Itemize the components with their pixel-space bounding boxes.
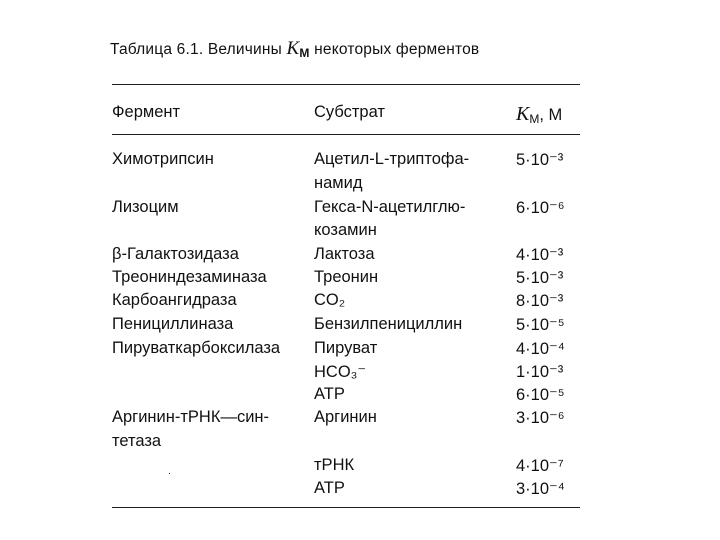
cell-enzyme: Пенициллиназа	[112, 315, 234, 333]
cell-km: 6·10⁻⁵	[516, 386, 565, 404]
table-row	[0, 432, 720, 455]
table-row	[0, 385, 720, 408]
cell-enzyme: тетаза	[112, 432, 162, 450]
table-row	[0, 150, 720, 173]
bottom-rule	[112, 507, 580, 508]
cell-km: 4·10⁻⁷	[516, 457, 564, 475]
cell-enzyme: Аргинин-тРНК—син-	[112, 408, 270, 426]
table-row	[0, 221, 720, 244]
cell-substrate: Бензилпенициллин	[314, 315, 463, 333]
cell-enzyme: Треониндезаминаза	[112, 268, 267, 286]
table-row	[0, 456, 720, 479]
cell-substrate: ATP	[314, 385, 345, 403]
header-substrate: Субстрат	[314, 103, 385, 121]
cell-substrate: HCO₃⁻	[314, 363, 367, 381]
cell-substrate: тРНК	[314, 456, 355, 474]
cell-km: 5·10⁻³	[516, 269, 564, 287]
stray-mark: .	[168, 466, 171, 477]
cell-substrate: Гекса-N-ацетилглю-	[314, 198, 466, 216]
header-km-k: K	[516, 103, 530, 125]
table-row	[0, 315, 720, 338]
cell-substrate: Аргинин	[314, 408, 377, 426]
cell-km: 3·10⁻⁶	[516, 409, 565, 427]
cell-enzyme: Пируваткарбоксилаза	[112, 339, 281, 357]
cell-km: 5·10⁻⁵	[516, 316, 565, 334]
cell-substrate: CO₂	[314, 291, 346, 309]
table-caption	[110, 38, 479, 60]
table-row	[0, 174, 720, 197]
table-row	[0, 362, 720, 385]
cell-enzyme: Карбоангидраза	[112, 291, 237, 309]
caption-k-sub: M	[299, 46, 310, 60]
table-row	[0, 479, 720, 502]
caption-k: K	[286, 38, 300, 59]
header-km	[516, 103, 562, 126]
header-enzyme: Фермент	[112, 103, 181, 121]
caption-km-symbol	[287, 38, 310, 59]
cell-substrate: козамин	[314, 221, 377, 239]
cell-km: 4·10⁻⁴	[516, 340, 565, 358]
cell-substrate: Треонин	[314, 268, 379, 286]
cell-substrate: Ацетил-L-триптофа-	[314, 150, 470, 168]
cell-km: 4·10⁻³	[516, 246, 564, 264]
header-km-unit: , M	[539, 106, 563, 124]
header-km-sub: M	[529, 112, 540, 126]
cell-km: 1·10⁻³	[516, 363, 564, 381]
cell-substrate: намид	[314, 174, 363, 192]
caption-prefix: Таблица 6.1. Величины	[110, 41, 283, 58]
table-row	[0, 339, 720, 362]
table-row	[0, 268, 720, 291]
table-row	[0, 408, 720, 431]
cell-substrate: ATP	[314, 479, 345, 497]
top-rule	[112, 84, 580, 85]
cell-enzyme: β-Галактозидаза	[112, 245, 239, 263]
cell-enzyme: Лизоцим	[112, 198, 179, 216]
cell-km: 6·10⁻⁶	[516, 199, 565, 217]
cell-km: 8·10⁻³	[516, 292, 564, 310]
table-row	[0, 198, 720, 221]
table-row	[0, 291, 720, 314]
caption-suffix: некоторых ферментов	[314, 41, 480, 58]
header-rule	[112, 134, 580, 135]
cell-km: 3·10⁻⁴	[516, 480, 565, 498]
table-row	[0, 245, 720, 268]
cell-substrate: Лактоза	[314, 245, 375, 263]
cell-enzyme: Химотрипсин	[112, 150, 214, 168]
cell-km: 5·10⁻³	[516, 151, 564, 169]
cell-substrate: Пируват	[314, 339, 378, 357]
